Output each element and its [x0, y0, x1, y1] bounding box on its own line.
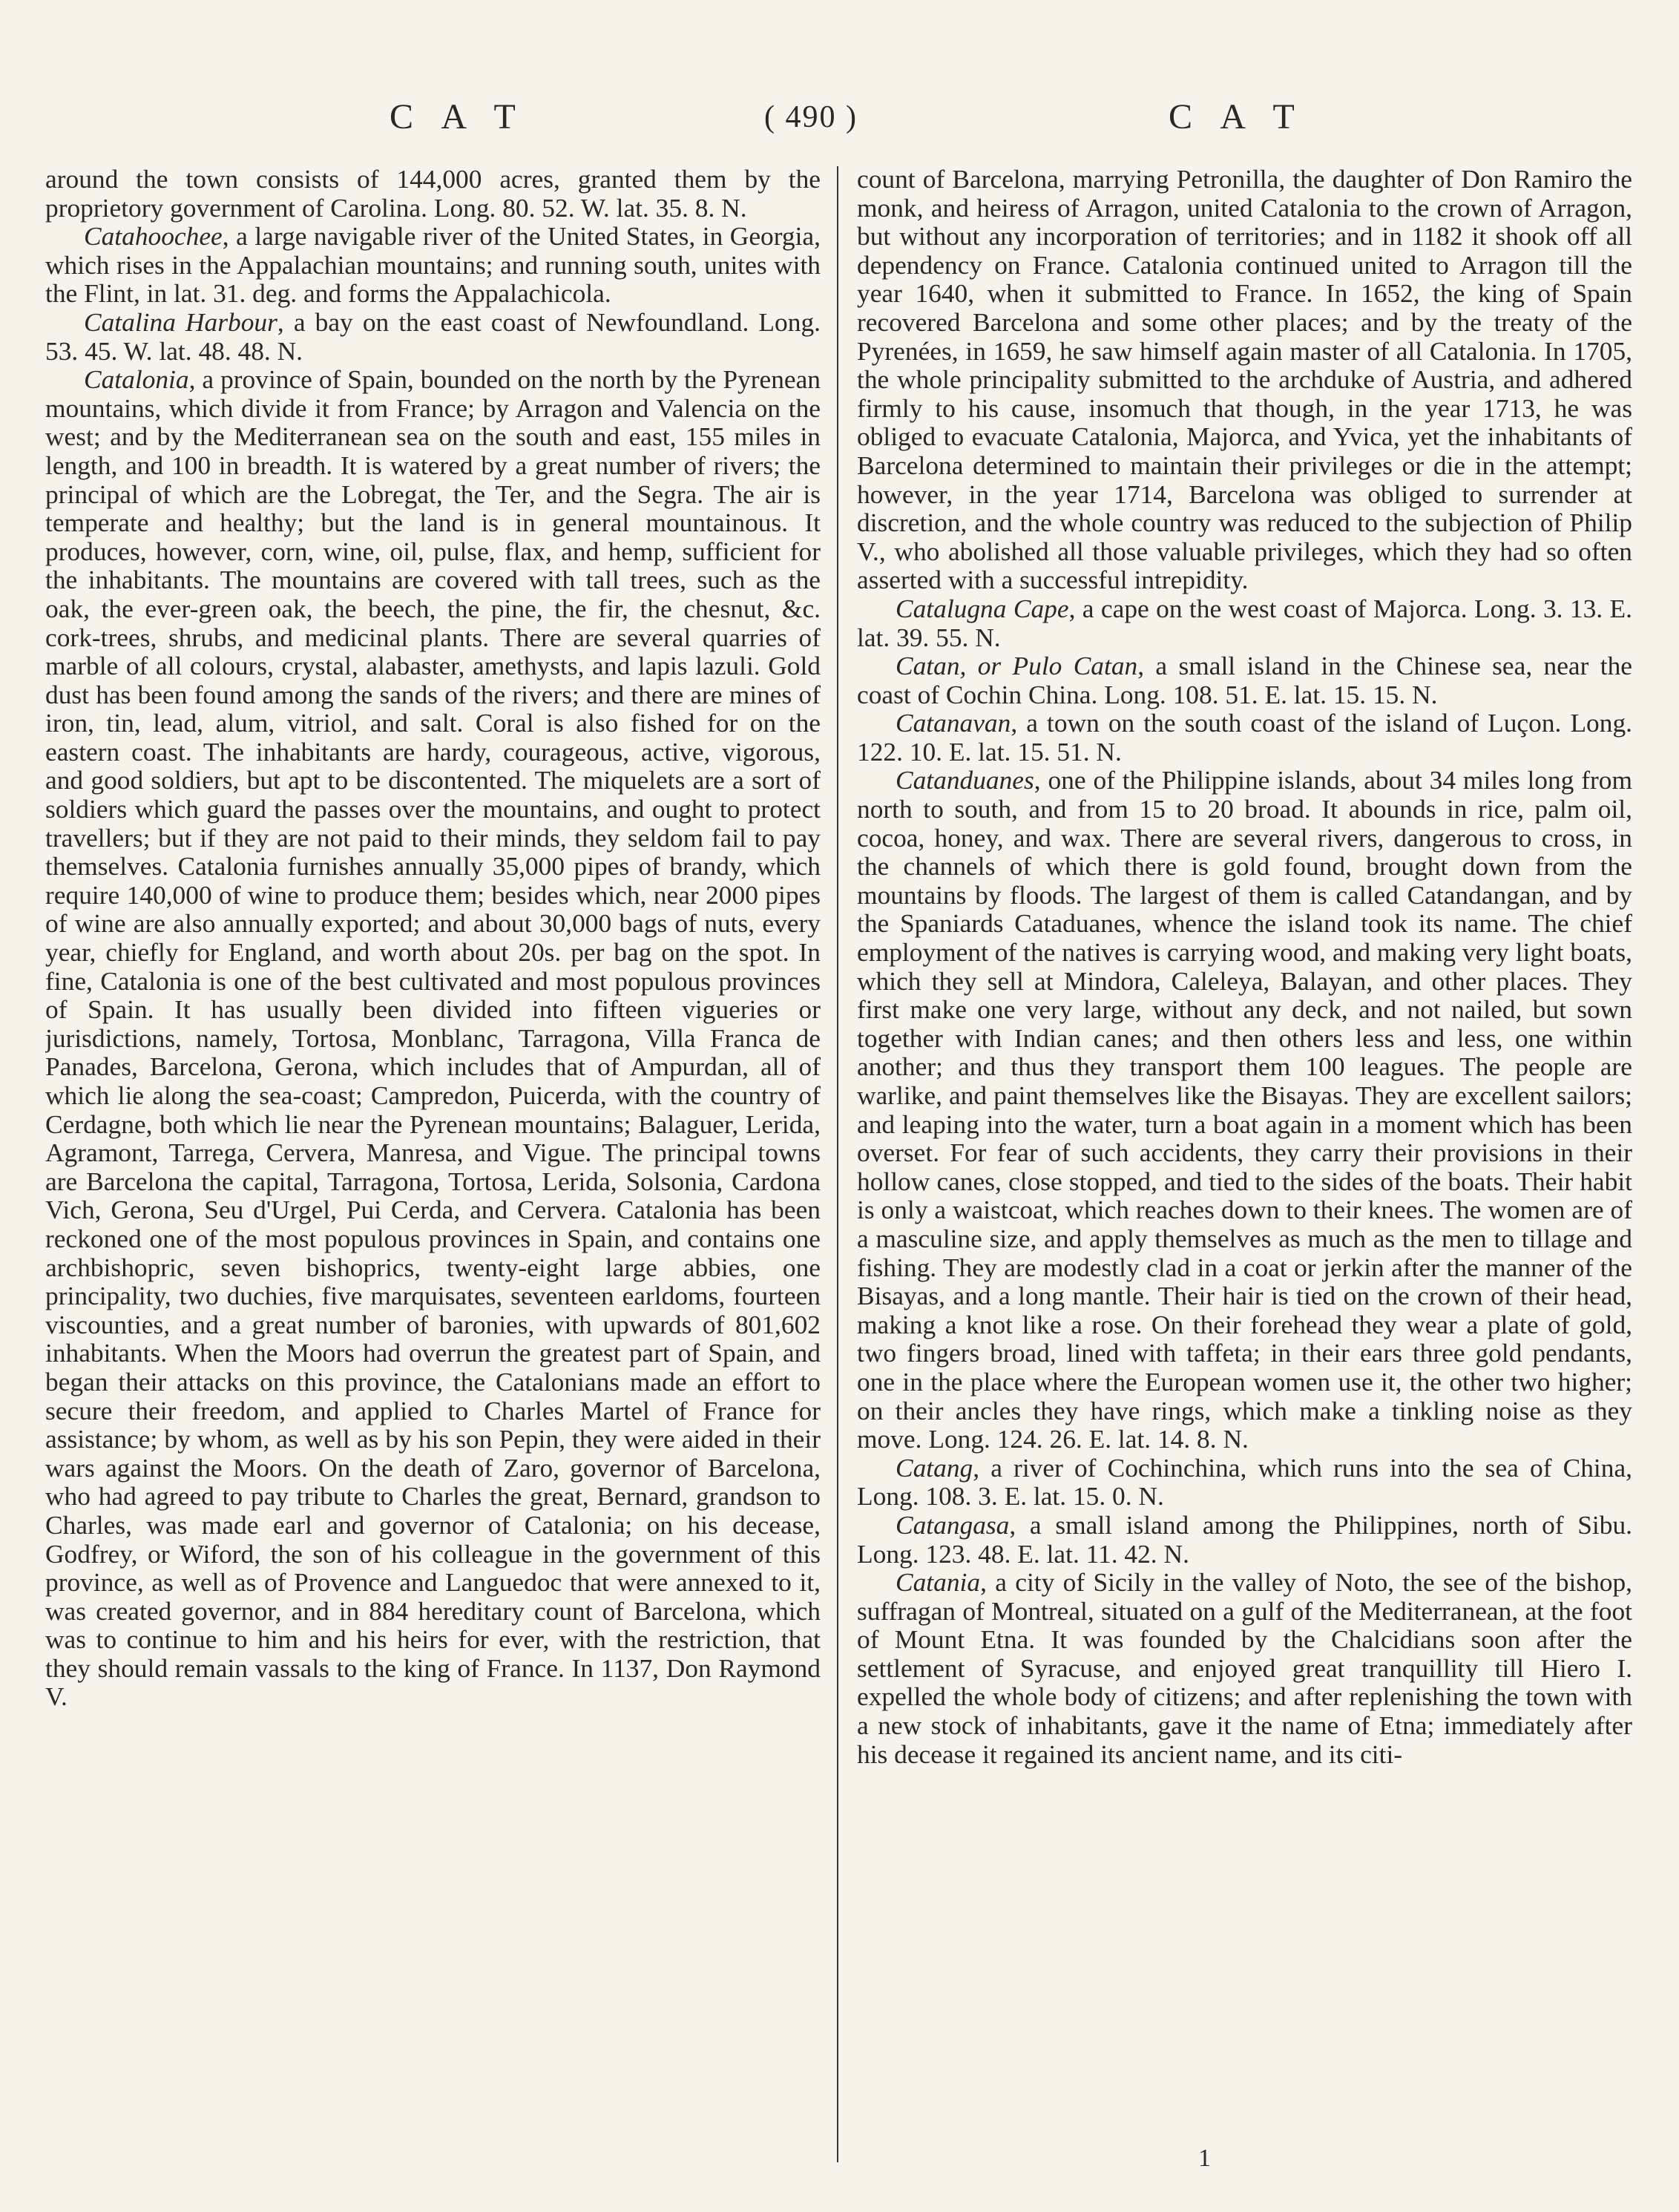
entry-headword: Catalonia: [84, 364, 189, 395]
dictionary-entry: [857, 1511, 1632, 1568]
right-column: [857, 165, 1632, 2153]
entry-text: , a town on the south coast of the island of Luçon. Long. 122. 10. E. lat. 15. 51. N.: [857, 708, 1632, 767]
dictionary-entry: [45, 365, 821, 1711]
entry-text: , a small island in the Chinese sea, near the coast of Cochin China. Long. 108. 51. E. lat. 15. 15. N.: [857, 651, 1632, 709]
dictionary-entry: [857, 766, 1632, 1453]
entry-text: around the town consists of 144,000 acres, granted them by the proprietory government of Carolina. Long. 80. 52. W. lat. 35. 8. N.: [45, 165, 821, 223]
entry-text: , a river of Cochinchina, which runs into the sea of China, Long. 108. 3. E. lat. 15. 0. N.: [857, 1452, 1632, 1512]
entry-text: , a small island among the Philippines, north of Sibu. Long. 123. 48. E. lat. 11. 42. N.: [857, 1509, 1632, 1569]
dictionary-entry: [857, 594, 1632, 652]
page-number: ( 490 ): [764, 100, 858, 134]
dictionary-entry: [857, 709, 1632, 766]
left-column: [45, 165, 821, 2153]
dictionary-entry: [857, 652, 1632, 709]
entry-headword: Catanavan: [896, 708, 1011, 738]
entry-text: , a cape on the west coast of Majorca. Long. 3. 13. E. lat. 39. 55. N.: [857, 593, 1632, 652]
printer-signature: 1: [1198, 2144, 1211, 2172]
header-right: C A T: [1169, 97, 1305, 137]
entry-text: , a bay on the east coast of Newfoundland. Long. 53. 45. W. lat. 48. 48. N.: [45, 306, 821, 366]
dictionary-entry: [45, 165, 821, 222]
header-left: C A T: [390, 97, 526, 137]
entry-text: count of Barcelona, marrying Petronilla, the daughter of Don Ramiro the monk, and heiress of Arragon, united Catalonia to the crown of Arragon, but without any incorporation of territories; and in 1182 it shook off all dependency on France. Catalonia continued united to Arragon till the year 1640, when it submitted to France. In 1652, the king of Spain recovered Barcelona and some other places; and by the treaty of the Pyrenées, in 1659, he saw himself again master of all Catalonia. In 1705, the whole principality submitted to the archduke of Austria, and adhered firmly to his cause, insomuch that though, in the year 1713, he was obliged to evacuate Catalonia, Majorca, and Yvica, yet the inhabitants of Barcelona determined to maintain their privileges or die in the attempt; however, in the year 1714, Barcelona was obliged to surrender at discretion, and the whole country was reduced to the subjection of Philip V., who abolished all those valuable privileges, which they had so often asserted with a successful intrepidity.: [857, 165, 1632, 595]
entry-headword: Catan, or Pulo Catan: [896, 651, 1138, 681]
entry-headword: Catahoochee: [84, 221, 223, 252]
dictionary-entry: [45, 308, 821, 365]
entry-text: , one of the Philippine islands, about 34 miles long from north to south, and from 15 to 20 broad. It abounds in rice, palm oil, cocoa, honey, and wax. There are several rivers, dangerous to cross, in the channels of which there is gold found, brought down from the mountains by floods. The largest of them is called Catandangan, and by the Spaniards Cataduanes, whence the island took its name. The chief employment of the natives is carrying wood, and making very light boats, which they sell at Mindora, Caleleya, Balayan, and other places. They first make one very large, without any deck, and not nailed, but sown together with Indian canes; and then others less and less, one within another; and thus they transport them 100 leagues. The people are warlike, and paint themselves like the Bisayas. They are excellent sailors; and leaping into the water, turn a boat again in a moment which has been overset. For fear of such accidents, they carry their provisions in their hollow canes, close stopped, and tied to the sides of the boats. Their habit is only a waistcoat, which reaches down to their knees. The women are of a masculine size, and apply themselves as much as the men to tillage and fishing. They are modestly clad in a coat or jerkin after the manner of the Bisayas, and a long mantle. Their hair is tied on the crown of their head, making a knot like a rose. On their forehead they wear a plate of gold, two fingers broad, lined with taffeta; in their ears three gold pendants, one in the place where the European women use it, the other two higher; on their ancles they have rings, which make a tinkling noise as they move. Long. 124. 26. E. lat. 14. 8. N.: [857, 765, 1632, 1454]
entry-text: , a city of Sicily in the valley of Noto, the see of the bishop, suffragan of Montreal, situated on a gulf of the Mediterranean, at the foot of Mount Etna. It was founded by the Chalcidians soon after the settlement of Syracuse, and enjoyed great tranquillity till Hiero I. expelled the whole body of citizens; and after replenishing the town with a new stock of inhabitants, gave it the name of Etna; immediately after his decease it regained its ancient name, and its citi-: [857, 1567, 1632, 1769]
entry-text: , a large navigable river of the United States, in Georgia, which rises in the Appalachian mountains; and running south, unites with the Flint, in lat. 31. deg. and forms the Appalachicola.: [45, 221, 821, 309]
entry-headword: Catangasa: [896, 1509, 1010, 1540]
entry-headword: Catanduanes: [896, 765, 1034, 795]
column-divider: [837, 166, 838, 2162]
dictionary-entry: [857, 1568, 1632, 1768]
entry-headword: Catang: [896, 1452, 973, 1483]
entry-text: , a province of Spain, bounded on the north by the Pyrenean mountains, which divide it from France; by Arragon and Valencia on the west; and by the Mediterranean sea on the south and east, 155 miles in length, and 100 in breadth. It is watered by a great number of rivers; the principal of which are the Lobregat, the Ter, and the Segra. The air is temperate and healthy; but the land is in general mountainous. It produces, however, corn, wine, oil, pulse, flax, and hemp, sufficient for the inhabitants. The mountains are covered with tall trees, such as the oak, the ever-green oak, the beech, the pine, the fir, the chesnut, &c. cork-trees, shrubs, and medicinal plants. There are several quarries of marble of all colours, crystal, alabaster, amethysts, and lapis lazuli. Gold dust has been found among the sands of the rivers; and there are mines of iron, tin, lead, alum, vitriol, and salt. Coral is also fished for on the eastern coast. The inhabitants are hardy, courageous, active, vigorous, and good soldiers, but apt to be discontented. The miquelets are a sort of soldiers which guard the passes over the mountains, and ought to protect travellers; but if they are not paid to their minds, they seldom fail to pay themselves. Catalonia furnishes annually 35,000 pipes of brandy, which require 140,000 of wine to produce them; besides which, near 2000 pipes of wine are also annually exported; and about 30,000 bags of nuts, every year, chiefly for England, and worth about 20s. per bag on the spot. In fine, Catalonia is one of the best cultivated and most populous provinces of Spain. It has usually been divided into fifteen vigueries or jurisdictions, namely, Tortosa, Monblanc, Tarragona, Villa Franca de Panades, Barcelona, Gerona, which includes that of Ampurdan, all of which lie along the sea-coast; Campredon, Puicerda, with the country of Cerdagne, both which lie near the Pyrenean mountains; Balaguer, Lerida, Agramont, Tarrega, Cervera, Manresa, and Vigue. The principal towns are Barcelona the capital, Tarragona, Tortosa, Lerida, Solsonia, Cardona Vich, Gerona, Seu d'Urgel, Pui Cerda, and Cervera. Catalonia has been reckoned one of the most populous provinces in Spain, and contains one archbishopric, seven bishoprics, twenty-eight large abbies, one principality, two duchies, five marquisates, seventeen earldoms, fourteen viscounties, and a great number of baronies, with upwards of 801,602 inhabitants. When the Moors had overrun the greatest part of Spain, and began their attacks on this province, the Catalonians made an effort to secure their freedom, and applied to Charles Martel of France for assistance; by whom, as well as by his son Pepin, they were aided in their wars against the Moors. On the death of Zaro, governor of Barcelona, who had agreed to pay tribute to Charles the great, Bernard, grandson to Charles, was made earl and governor of Catalonia; on his decease, Godfrey, or Wiford, the son of his colleague in the government of this province, as well as of Provence and Languedoc that were annexed to it, was created governor, and in 884 hereditary count of Barcelona, which was to continue to him and his heirs for ever, with the restriction, that they should remain vassals to the king of France. In 1137, Don Raymond V.: [45, 364, 821, 1712]
dictionary-entry: [45, 222, 821, 308]
running-header: [0, 88, 1679, 147]
entry-headword: Catalugna Cape: [896, 593, 1069, 623]
dictionary-entry: [857, 1454, 1632, 1511]
dictionary-entry: [857, 165, 1632, 594]
entry-headword: Catania: [896, 1567, 981, 1598]
entry-headword: Catalina Harbour: [84, 306, 277, 337]
